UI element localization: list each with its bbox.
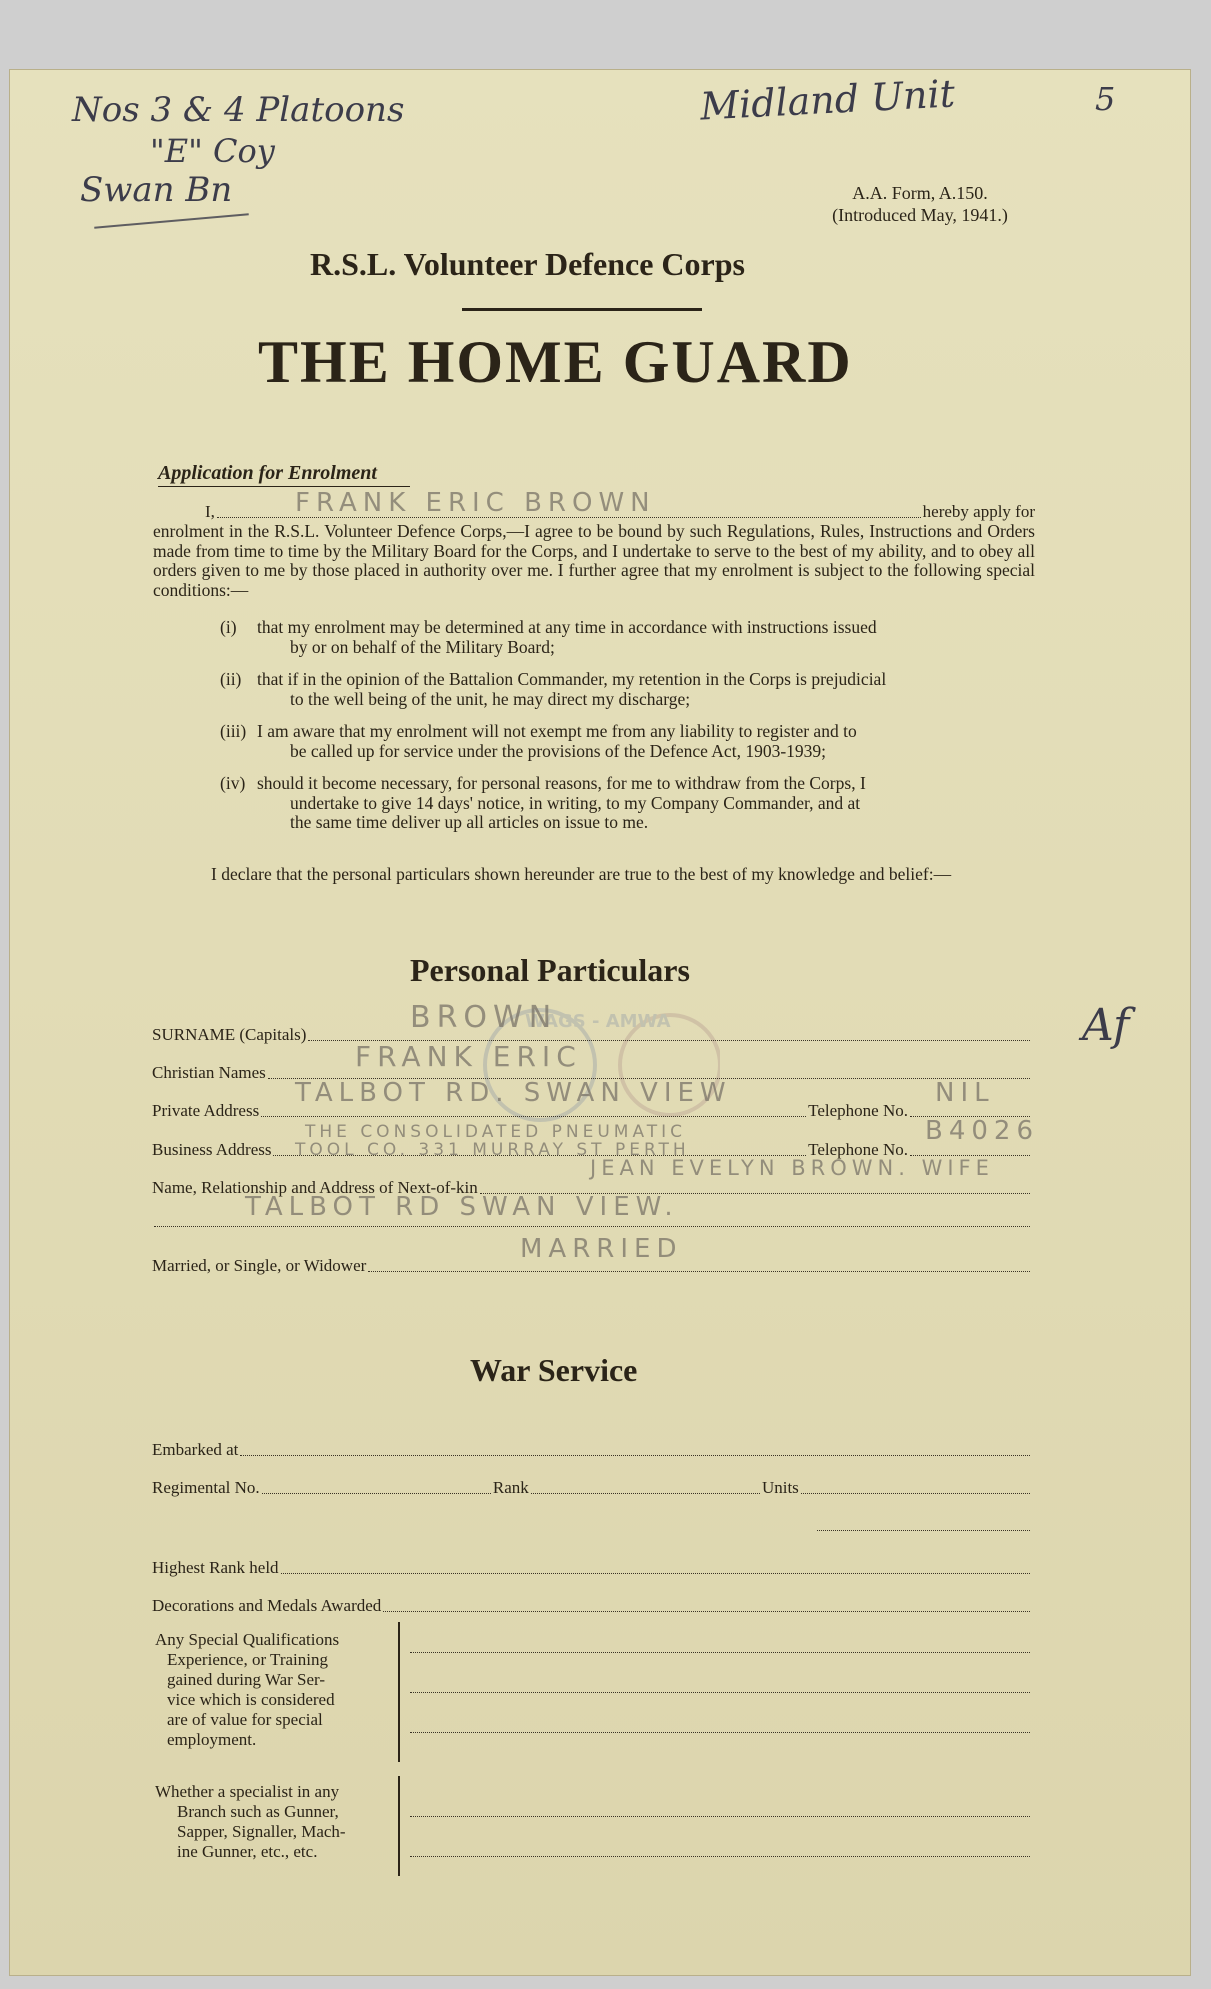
form-sheet bbox=[10, 70, 1190, 1975]
handwritten-battalion: Swan Bn bbox=[80, 170, 233, 210]
handwritten-unit: Midland Unit bbox=[699, 71, 956, 129]
stamp-text: WAGS - AMWA bbox=[525, 1011, 671, 1032]
highest-rank-label: Highest Rank held bbox=[152, 1558, 279, 1577]
decorations-row bbox=[152, 1596, 1032, 1616]
embarked-label: Embarked at bbox=[152, 1440, 239, 1459]
qualifications-label-line: gained during War Ser- bbox=[167, 1670, 326, 1689]
specialist-dots bbox=[410, 1846, 1030, 1857]
condition-item bbox=[220, 618, 1035, 657]
business-telephone-dots bbox=[910, 1145, 1030, 1156]
personal-particulars-heading: Personal Particulars bbox=[410, 952, 690, 988]
specialist-bracket bbox=[398, 1776, 400, 1876]
handwritten-coy: "E" Coy bbox=[150, 132, 275, 170]
application-title-rule bbox=[158, 486, 410, 487]
specialist-line bbox=[408, 1806, 1032, 1821]
decorations-label: Decorations and Medals Awarded bbox=[152, 1596, 382, 1615]
business-address-value-line2: TOOL CO. 331 MURRAY ST PERTH bbox=[295, 1140, 690, 1160]
condition-item bbox=[220, 722, 1035, 761]
specialist-label bbox=[155, 1782, 395, 1862]
qualifications-line bbox=[408, 1642, 1032, 1657]
marital-status-label: Married, or Single, or Widower bbox=[152, 1256, 367, 1275]
regimental-number-dots bbox=[262, 1483, 491, 1494]
margin-initials: Af bbox=[1082, 1000, 1130, 1051]
condition-number: (iv) bbox=[220, 773, 246, 793]
highest-rank-row bbox=[152, 1558, 1032, 1578]
condition-text: that my enrolment may be determined at any time in accordance with instructions issued bbox=[257, 617, 877, 637]
title-rule bbox=[462, 308, 702, 311]
units-dots bbox=[801, 1483, 1030, 1494]
condition-text: to the well being of the unit, he may direct my discharge; bbox=[290, 688, 691, 709]
surname-label: SURNAME (Capitals) bbox=[152, 1025, 307, 1044]
condition-number: (i) bbox=[220, 617, 237, 637]
form-number: A.A. Form, A.150. bbox=[852, 183, 988, 203]
units-dots-2 bbox=[817, 1520, 1030, 1531]
specialist-dots bbox=[410, 1806, 1030, 1817]
private-telephone-value: NIL bbox=[935, 1078, 995, 1108]
application-title: Application for Enrolment bbox=[158, 462, 377, 484]
marital-status-dots bbox=[368, 1261, 1030, 1272]
condition-text: should it become necessary, for personal reasons, for me to withdraw from the Corps, I bbox=[257, 773, 866, 793]
condition-item bbox=[220, 774, 1035, 833]
embarked-row bbox=[152, 1440, 1032, 1460]
condition-text: be called up for service under the provisions of the Defence Act, 1903-1939; bbox=[290, 740, 827, 761]
qualifications-label-line: vice which is considered bbox=[167, 1690, 335, 1709]
specialist-label-line: Branch such as Gunner, bbox=[177, 1802, 339, 1821]
regimental-number-label: Regimental No. bbox=[152, 1478, 260, 1497]
specialist-line bbox=[408, 1846, 1032, 1861]
qualifications-label-line: Experience, or Training bbox=[167, 1650, 328, 1669]
business-telephone-value: B4026 bbox=[925, 1116, 1040, 1146]
main-title: THE HOME GUARD bbox=[258, 329, 853, 395]
handwritten-corner-mark: 5 bbox=[1095, 80, 1116, 118]
private-address-value: TALBOT RD. SWAN VIEW bbox=[295, 1078, 732, 1108]
form-introduced-date: (Introduced May, 1941.) bbox=[832, 205, 1008, 225]
qualifications-label-line: are of value for special bbox=[167, 1710, 323, 1729]
business-address-label: Business Address bbox=[152, 1140, 272, 1159]
next-of-kin-label: Name, Relationship and Address of Next-of-kin bbox=[152, 1178, 478, 1197]
regimental-row bbox=[152, 1478, 1032, 1498]
condition-text: undertake to give 14 days' notice, in writing, to my Company Commander, and at bbox=[290, 792, 861, 813]
condition-item bbox=[220, 670, 1035, 709]
organisation-title: R.S.L. Volunteer Defence Corps bbox=[310, 246, 745, 282]
next-of-kin-value-line1: JEAN EVELYN BROWN. WIFE bbox=[590, 1156, 994, 1180]
highest-rank-dots bbox=[281, 1563, 1030, 1574]
christian-names-label: Christian Names bbox=[152, 1063, 266, 1082]
condition-text: that if in the opinion of the Battalion Commander, my retention in the Corps is prejudicial bbox=[257, 669, 887, 689]
form-reference bbox=[790, 182, 1050, 226]
handwritten-underline bbox=[94, 213, 249, 229]
private-telephone-label: Telephone No. bbox=[808, 1101, 908, 1120]
condition-text: I am aware that my enrolment will not exempt me from any liability to register and to bbox=[257, 721, 857, 741]
qualifications-dots bbox=[410, 1682, 1030, 1693]
condition-number: (iii) bbox=[220, 721, 247, 741]
qualifications-label-line: Any Special Qualifications bbox=[155, 1630, 340, 1649]
applicant-name-value: FRANK ERIC BROWN bbox=[295, 488, 656, 518]
i-prefix: I, bbox=[205, 502, 215, 521]
decorations-dots bbox=[383, 1601, 1030, 1612]
christian-names-value: FRANK ERIC bbox=[355, 1040, 582, 1073]
qualifications-label-line: employment. bbox=[167, 1730, 257, 1749]
condition-text: by or on behalf of the Military Board; bbox=[290, 636, 555, 657]
surname-row bbox=[152, 1025, 1032, 1045]
private-address-label: Private Address bbox=[152, 1101, 260, 1120]
business-telephone-label: Telephone No. bbox=[808, 1140, 908, 1159]
enrolment-body: enrolment in the R.S.L. Volunteer Defence Corps,—I agree to be bound by such Regulations, Rules, Instructions and Orders made from time to time by the Military Board for the Corps, and I undertake to serve to the best of my ability, and to obey all orders given to me by those placed in authority over me. I further agree that my enrolment is subject to the following special conditions:— bbox=[153, 521, 1035, 600]
qualifications-dots bbox=[410, 1642, 1030, 1653]
units-row-2 bbox=[815, 1520, 1032, 1535]
hereby-apply-text: hereby apply for bbox=[922, 502, 1035, 521]
business-address-value-line1: THE CONSOLIDATED PNEUMATIC bbox=[305, 1122, 687, 1142]
rank-label: Rank bbox=[492, 1478, 529, 1497]
marital-status-value: MARRIED bbox=[520, 1234, 683, 1264]
specialist-label-line: Sapper, Signaller, Mach- bbox=[177, 1822, 346, 1841]
specialist-label-line: Whether a specialist in any bbox=[155, 1782, 340, 1801]
qualifications-dots bbox=[410, 1722, 1030, 1733]
surname-value: BROWN bbox=[410, 1000, 558, 1035]
declaration-text: I declare that the personal particulars shown hereunder are true to the best of my knowledge and belief:— bbox=[211, 864, 952, 884]
qualifications-line bbox=[408, 1682, 1032, 1697]
condition-text: the same time deliver up all articles on issue to me. bbox=[290, 812, 649, 832]
next-of-kin-value-line2: TALBOT RD SWAN VIEW. bbox=[245, 1192, 679, 1222]
specialist-label-line: ine Gunner, etc., etc. bbox=[177, 1842, 318, 1861]
handwritten-platoons: Nos 3 & 4 Platoons bbox=[72, 90, 405, 130]
embarked-dots bbox=[240, 1445, 1030, 1456]
condition-number: (ii) bbox=[220, 669, 242, 689]
rank-dots bbox=[531, 1483, 760, 1494]
qualifications-line bbox=[408, 1722, 1032, 1737]
war-service-heading: War Service bbox=[470, 1352, 638, 1388]
units-label: Units bbox=[761, 1478, 799, 1497]
qualifications-bracket bbox=[398, 1622, 400, 1762]
qualifications-label bbox=[155, 1630, 385, 1750]
